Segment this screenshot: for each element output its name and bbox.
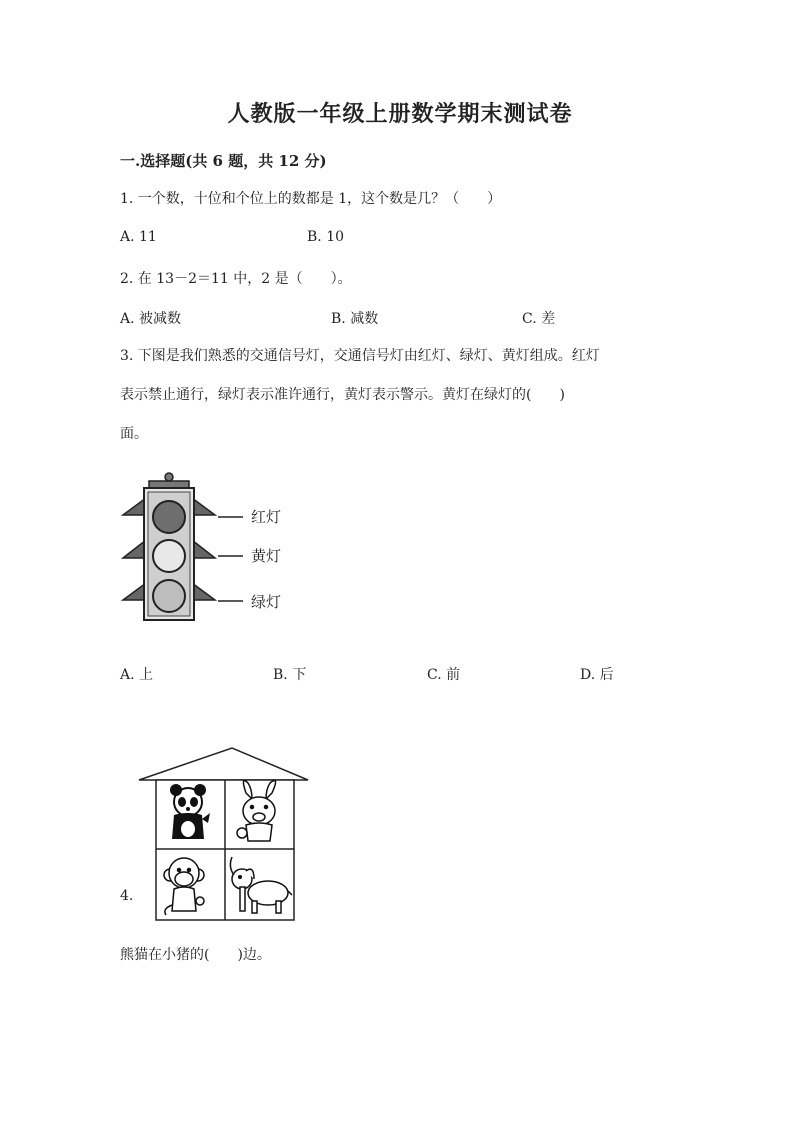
question-1-text: 1. 一个数，十位和个位上的数都是 1，这个数是几？（ ） [120, 191, 502, 207]
question-3-line-1: 3. 下图是我们熟悉的交通信号灯，交通信号灯由红灯、绿灯、黄灯组成。红灯 [120, 348, 600, 364]
page-title: 人教版一年级上册数学期末测试卷 [227, 101, 573, 127]
question-1-option-a: A. 11 [120, 229, 157, 245]
red-light-label: 红灯 [251, 508, 282, 526]
question-4-text: 熊猫在小猪的( )边。 [120, 947, 271, 963]
question-3-line-3: 面。 [120, 426, 148, 442]
yellow-light-lamp [153, 540, 185, 572]
green-light-lamp [153, 580, 185, 612]
question-2-option-b: B. 减数 [331, 311, 379, 327]
question-3-option-a: A. 上 [120, 667, 154, 683]
yellow-light-label: 黄灯 [251, 547, 282, 565]
question-2-option-c: C. 差 [522, 311, 556, 327]
question-3-option-d: D. 后 [580, 667, 614, 683]
question-2-text: 2. 在 13－2＝11 中，2 是（ ）。 [120, 271, 352, 287]
question-1-option-b: B. 10 [307, 229, 345, 245]
animal-house-figure [136, 745, 336, 925]
question-3-option-c: C. 前 [427, 667, 461, 683]
green-light-label: 绿灯 [251, 593, 282, 611]
question-3-option-b: B. 下 [273, 667, 307, 683]
question-3-line-2: 表示禁止通行，绿灯表示准许通行，黄灯表示警示。黄灯在绿灯的( ) [120, 387, 565, 403]
red-light-lamp [153, 501, 185, 533]
question-2-option-a: A. 被减数 [120, 311, 182, 327]
question-4-number: 4. [120, 888, 134, 904]
section-heading: 一.选择题(共 6 题，共 12 分) [120, 152, 327, 170]
traffic-light-figure [118, 470, 318, 630]
